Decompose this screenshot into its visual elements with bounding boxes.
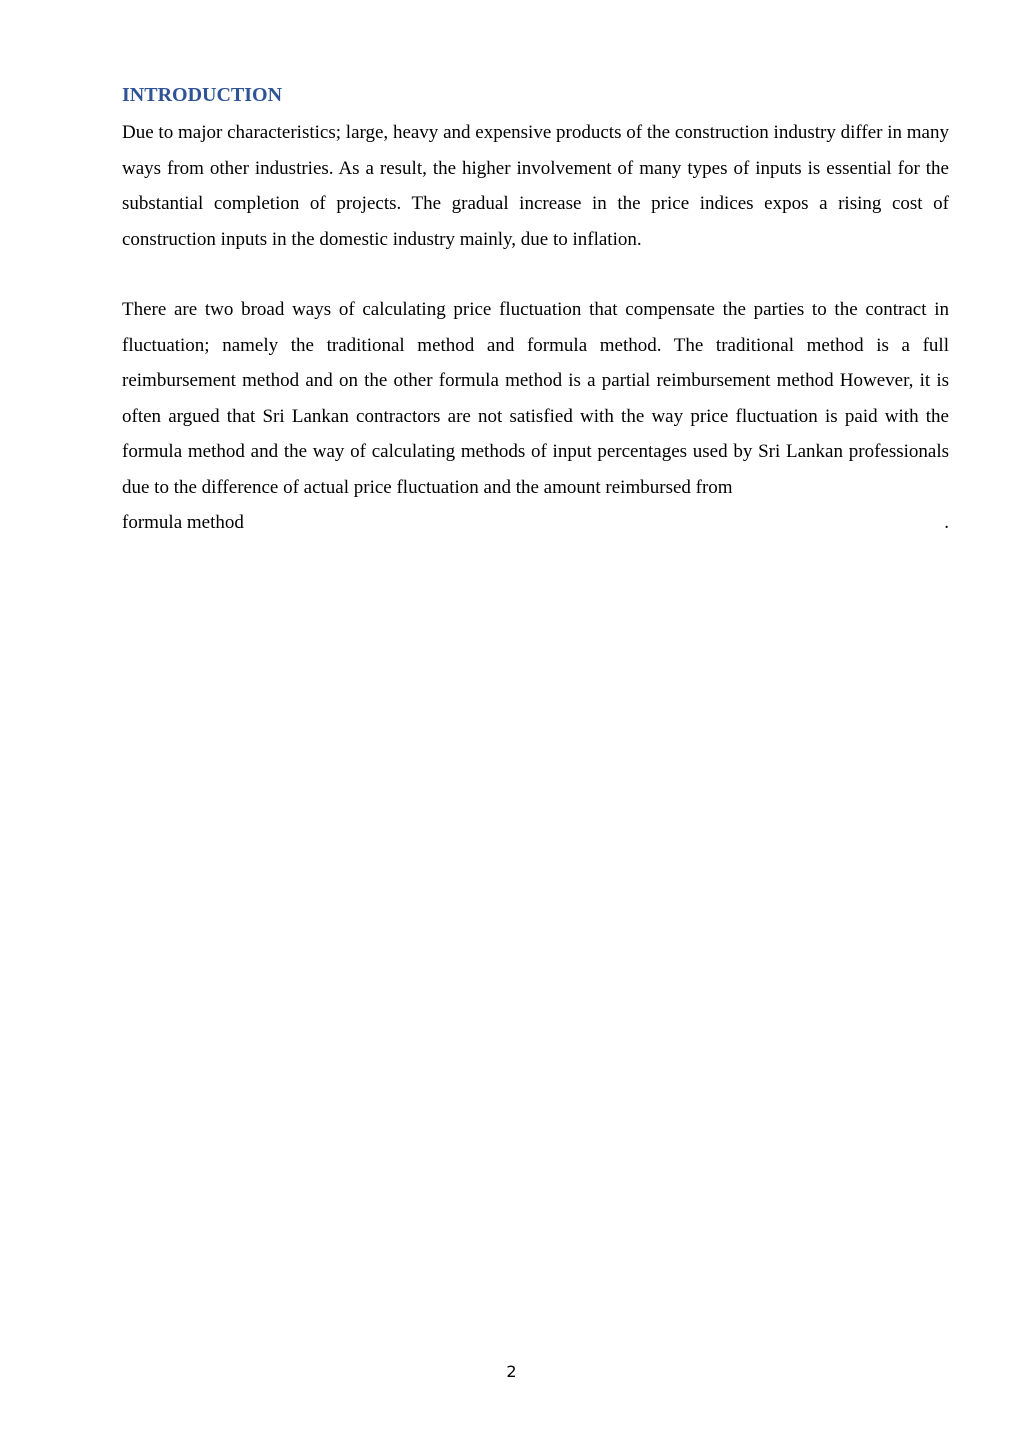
paragraph-1: Due to major characteristics; large, heavy and expensive products of the construction industry differ in many ways from other industries. As a result, the higher involvement of many types of inputs is essential for the substantial completion of projects. The gradual increase in the price indices expos a rising cost of construction inputs in the domestic industry mainly, due to inflation. (122, 122, 949, 250)
page-content (122, 82, 949, 541)
paragraph-2-body: There are two broad ways of calculating price fluctuation that compensate the parties to the contract in fluctuation; namely the traditional method and formula method. The traditional method is a full reimbursement method and on the other formula method is a partial reimbursement method However, it is often argued that Sri Lankan contractors are not satisfied with the way price fluctuation is paid with the formula method and the way of calculating methods of input percentages used by Sri Lankan professionals due to the difference of actual price fluctuation and the amount reimbursed from (122, 299, 949, 498)
section-heading: INTRODUCTION (122, 84, 283, 106)
paragraph-2 (122, 292, 949, 541)
paragraph-2-last-words: formula method (122, 512, 244, 533)
page-number: 2 (506, 1362, 517, 1381)
paragraph-2-last-line (122, 505, 949, 541)
paragraph-2-end-period: . (944, 512, 949, 533)
